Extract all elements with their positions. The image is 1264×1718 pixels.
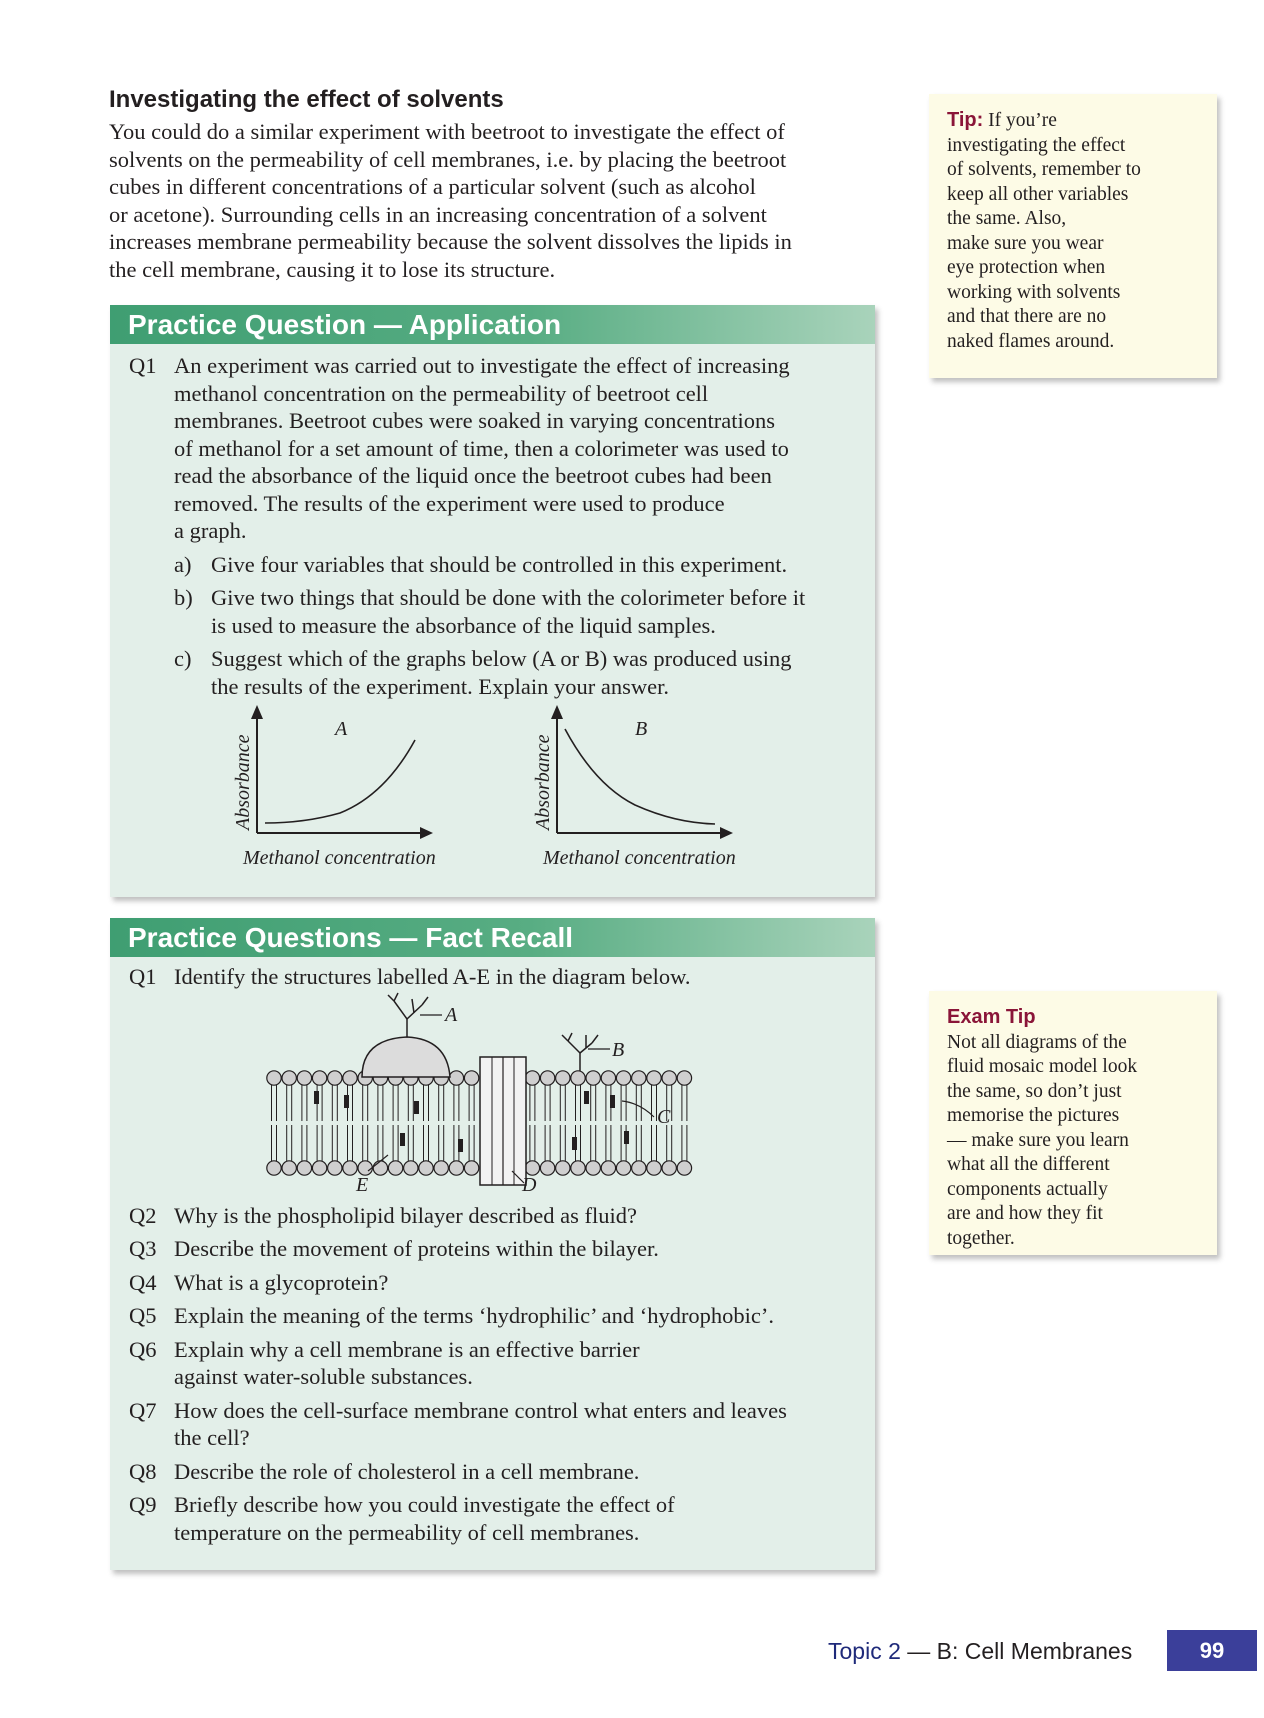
question-q6: [110, 1336, 875, 1391]
lipid-head: [464, 1160, 478, 1174]
tip-line: Not all diagrams of the: [947, 1031, 1127, 1053]
question-line: How does the cell-surface membrane control what enters and leaves: [174, 1397, 787, 1423]
lipid-head: [267, 1160, 281, 1174]
question-q3: [110, 1235, 875, 1263]
lipid-head: [662, 1160, 676, 1174]
leader-line-c: [622, 1101, 654, 1117]
question-line: Identify the structures labelled A-E in the diagram below.: [174, 964, 691, 989]
part-line: Give four variables that should be controlled in this experiment.: [211, 551, 788, 577]
lipid-head: [312, 1070, 326, 1084]
lipid-head: [388, 1160, 402, 1174]
intro-line: cubes in different concentrations of a particular solvent (such as alcohol: [109, 174, 756, 199]
tip-line: are and how they fit: [947, 1203, 1103, 1224]
curve-increasing: [265, 740, 415, 823]
y-axis-label: Absorbance: [232, 734, 254, 830]
cholesterol: [572, 1137, 577, 1150]
tip-line: of solvents, remember to: [947, 159, 1141, 180]
question-line: Why is the phospholipid bilayer described as fluid?: [174, 1202, 638, 1228]
exam-tip-title: Exam Tip: [947, 1006, 1036, 1028]
cholesterol: [344, 1095, 349, 1108]
question-line: of methanol for a set amount of time, then a colorimeter was used to: [174, 435, 789, 461]
tip-line: investigating the effect: [947, 134, 1126, 156]
y-axis-arrow: [251, 705, 263, 719]
lipid-head: [647, 1070, 661, 1084]
question-number: Q5: [129, 1303, 157, 1328]
fluid-mosaic-diagram: [262, 991, 702, 1196]
tip-line: memorise the pictures: [947, 1105, 1120, 1126]
carbohydrate-chain-b: [562, 1033, 598, 1071]
question-number: Q7: [129, 1397, 157, 1423]
lipid-head: [343, 1070, 357, 1084]
tip-line: working with solvents: [947, 281, 1121, 303]
question-part-b: [110, 584, 875, 639]
phospholipid-bilayer: [267, 1070, 692, 1174]
question-q1: [110, 963, 875, 991]
lipid-head: [328, 1160, 342, 1174]
diagram-label-e: E: [356, 1173, 369, 1196]
question-number: Q1: [129, 964, 157, 989]
lipid-head: [312, 1160, 326, 1174]
lipid-head: [571, 1070, 585, 1084]
lipid-head: [556, 1160, 570, 1174]
tip-line: components actually: [947, 1178, 1108, 1200]
lipid-head: [434, 1160, 448, 1174]
question-part-a: [110, 551, 875, 579]
question-q2: [110, 1202, 875, 1230]
lipid-head: [632, 1160, 646, 1174]
cholesterol: [458, 1139, 463, 1152]
graph-a: [225, 705, 485, 885]
question-q7: [110, 1397, 875, 1452]
part-line: is used to measure the absorbance of the liquid samples.: [211, 612, 716, 638]
diagram-label-a: A: [445, 1003, 458, 1026]
question-number: Q9: [129, 1492, 157, 1517]
question-line: Explain why a cell membrane is an effective barrier: [174, 1336, 640, 1362]
part-line: Give two things that should be done with the colorimeter before it: [211, 585, 806, 610]
question-line: Describe the role of cholesterol in a cell membrane.: [174, 1458, 640, 1484]
question-number: Q1: [129, 353, 157, 378]
intro-line: solvents on the permeability of cell membranes, i.e. by placing the beetroot: [109, 146, 787, 172]
intro-section: [109, 86, 869, 283]
lipid-head: [556, 1070, 570, 1084]
x-axis-arrow: [420, 827, 433, 839]
question-line: the cell?: [174, 1425, 250, 1450]
intro-paragraph: [109, 118, 869, 283]
tip-line: the same. Also,: [947, 208, 1067, 229]
x-axis-label: Methanol concentration: [243, 847, 436, 869]
question-q9: [110, 1491, 875, 1546]
x-axis-label: Methanol concentration: [543, 847, 736, 869]
cholesterol: [314, 1091, 319, 1104]
question-line: membranes. Beetroot cubes were soaked in varying concentrations: [174, 408, 776, 433]
question-number: Q2: [129, 1202, 157, 1228]
question-line: methanol concentration on the permeability of beetroot cell: [174, 380, 709, 406]
tip-line: the same, so don’t just: [947, 1080, 1122, 1102]
cholesterol: [624, 1131, 629, 1144]
intro-line: increases membrane permeability because the solvent dissolves the lipids in: [109, 229, 792, 254]
tip-line: what all the different: [947, 1154, 1110, 1175]
lipid-head: [616, 1070, 630, 1084]
exam-tip-box: [929, 991, 1217, 1255]
application-question-box: [110, 305, 875, 897]
lipid-head: [404, 1160, 418, 1174]
lipid-head: [601, 1070, 615, 1084]
question-line: What is a glycoprotein?: [174, 1269, 389, 1295]
question-number: Q3: [129, 1236, 157, 1261]
lipid-head: [601, 1160, 615, 1174]
question-q4: [110, 1269, 875, 1297]
question-line: Describe the movement of proteins within the bilayer.: [174, 1236, 659, 1261]
lipid-head: [662, 1070, 676, 1084]
fact-recall-box: [110, 918, 875, 1570]
intro-line: or acetone). Surrounding cells in an increasing concentration of a solvent: [109, 201, 767, 227]
application-title: Practice Question — Application: [110, 305, 875, 344]
lipid-head: [586, 1160, 600, 1174]
lipid-head: [677, 1160, 691, 1174]
part-label: b): [174, 585, 193, 610]
question-line: a graph.: [174, 518, 247, 543]
question-line: temperature on the permeability of cell membranes.: [174, 1519, 640, 1545]
tip-line: naked flames around.: [947, 330, 1115, 352]
lipid-head: [586, 1070, 600, 1084]
cholesterol: [584, 1091, 589, 1104]
lipid-head: [632, 1070, 646, 1084]
question-line: read the absorbance of the liquid once the beetroot cubes had been: [174, 463, 772, 488]
y-axis-label: Absorbance: [532, 734, 554, 830]
lipid-head: [571, 1160, 585, 1174]
x-axis-arrow: [720, 827, 733, 839]
question-q5: [110, 1302, 875, 1330]
y-axis-arrow: [551, 705, 563, 719]
lipid-head: [297, 1160, 311, 1174]
lipid-head: [449, 1160, 463, 1174]
curve-decreasing: [565, 729, 715, 824]
part-label: a): [174, 551, 192, 577]
question-q1: [110, 352, 875, 545]
question-part-c: [110, 645, 875, 700]
lipid-head: [464, 1070, 478, 1084]
cholesterol: [610, 1095, 615, 1108]
diagram-label-b: B: [612, 1038, 625, 1061]
diagram-label-d: D: [522, 1173, 537, 1196]
graph-label: B: [635, 718, 648, 740]
lipid-head: [297, 1070, 311, 1084]
question-number: Q8: [129, 1458, 157, 1484]
tip-line: and that there are no: [947, 306, 1107, 327]
tip-line: If you’re: [983, 110, 1057, 131]
tip-line: — make sure you learn: [947, 1129, 1129, 1151]
question-line: An experiment was carried out to investigate the effect of increasing: [174, 353, 790, 378]
question-number: Q6: [129, 1336, 157, 1362]
tip-box: [929, 94, 1217, 378]
tip-line: together.: [947, 1227, 1015, 1249]
glycoprotein: [362, 1037, 450, 1077]
tip-line: make sure you wear: [947, 232, 1104, 254]
graph-label: A: [335, 718, 348, 740]
footer-topic: [828, 1638, 1132, 1665]
lipid-head: [525, 1070, 539, 1084]
lipid-head: [267, 1070, 281, 1084]
tip-line: keep all other variables: [947, 183, 1129, 205]
page-number: 99: [1167, 1630, 1257, 1671]
section-heading: Investigating the effect of solvents: [109, 86, 504, 113]
lipid-head: [419, 1160, 433, 1174]
question-line: Briefly describe how you could investigate the effect of: [174, 1492, 675, 1517]
lipid-head: [328, 1070, 342, 1084]
question-number: Q4: [129, 1269, 157, 1295]
question-line: Explain the meaning of the terms ‘hydrophilic’ and ‘hydrophobic’.: [174, 1303, 775, 1328]
cholesterol: [400, 1133, 405, 1146]
tip-line: fluid mosaic model look: [947, 1056, 1138, 1077]
cholesterol: [414, 1101, 419, 1114]
lipid-head: [282, 1070, 296, 1084]
lipid-head: [616, 1160, 630, 1174]
part-label: c): [174, 646, 192, 671]
tip-title: Tip:: [947, 109, 984, 131]
lipid-head: [647, 1160, 661, 1174]
part-line: the results of the experiment. Explain your answer.: [211, 673, 669, 699]
intro-line: You could do a similar experiment with beetroot to investigate the effect of: [109, 119, 785, 144]
lipid-head: [540, 1160, 554, 1174]
lipid-head: [282, 1160, 296, 1174]
lipid-head: [373, 1160, 387, 1174]
fact-recall-title: Practice Questions — Fact Recall: [110, 918, 875, 957]
lipid-head: [449, 1070, 463, 1084]
lipid-head: [677, 1070, 691, 1084]
membrane-diagram-wrap: [110, 991, 875, 1198]
graph-b: [525, 705, 785, 885]
footer-section: — B: Cell Membranes: [900, 1638, 1133, 1664]
intro-line: the cell membrane, causing it to lose its structure.: [109, 256, 556, 282]
question-q8: [110, 1458, 875, 1486]
diagram-label-c: C: [657, 1105, 671, 1128]
question-line: removed. The results of the experiment were used to produce: [174, 490, 725, 516]
question-line: against water-soluble substances.: [174, 1364, 473, 1389]
footer-topic-number: Topic 2: [828, 1638, 901, 1664]
tip-line: eye protection when: [947, 257, 1106, 278]
lipid-head: [540, 1070, 554, 1084]
part-line: Suggest which of the graphs below (A or B) was produced using: [211, 646, 792, 671]
